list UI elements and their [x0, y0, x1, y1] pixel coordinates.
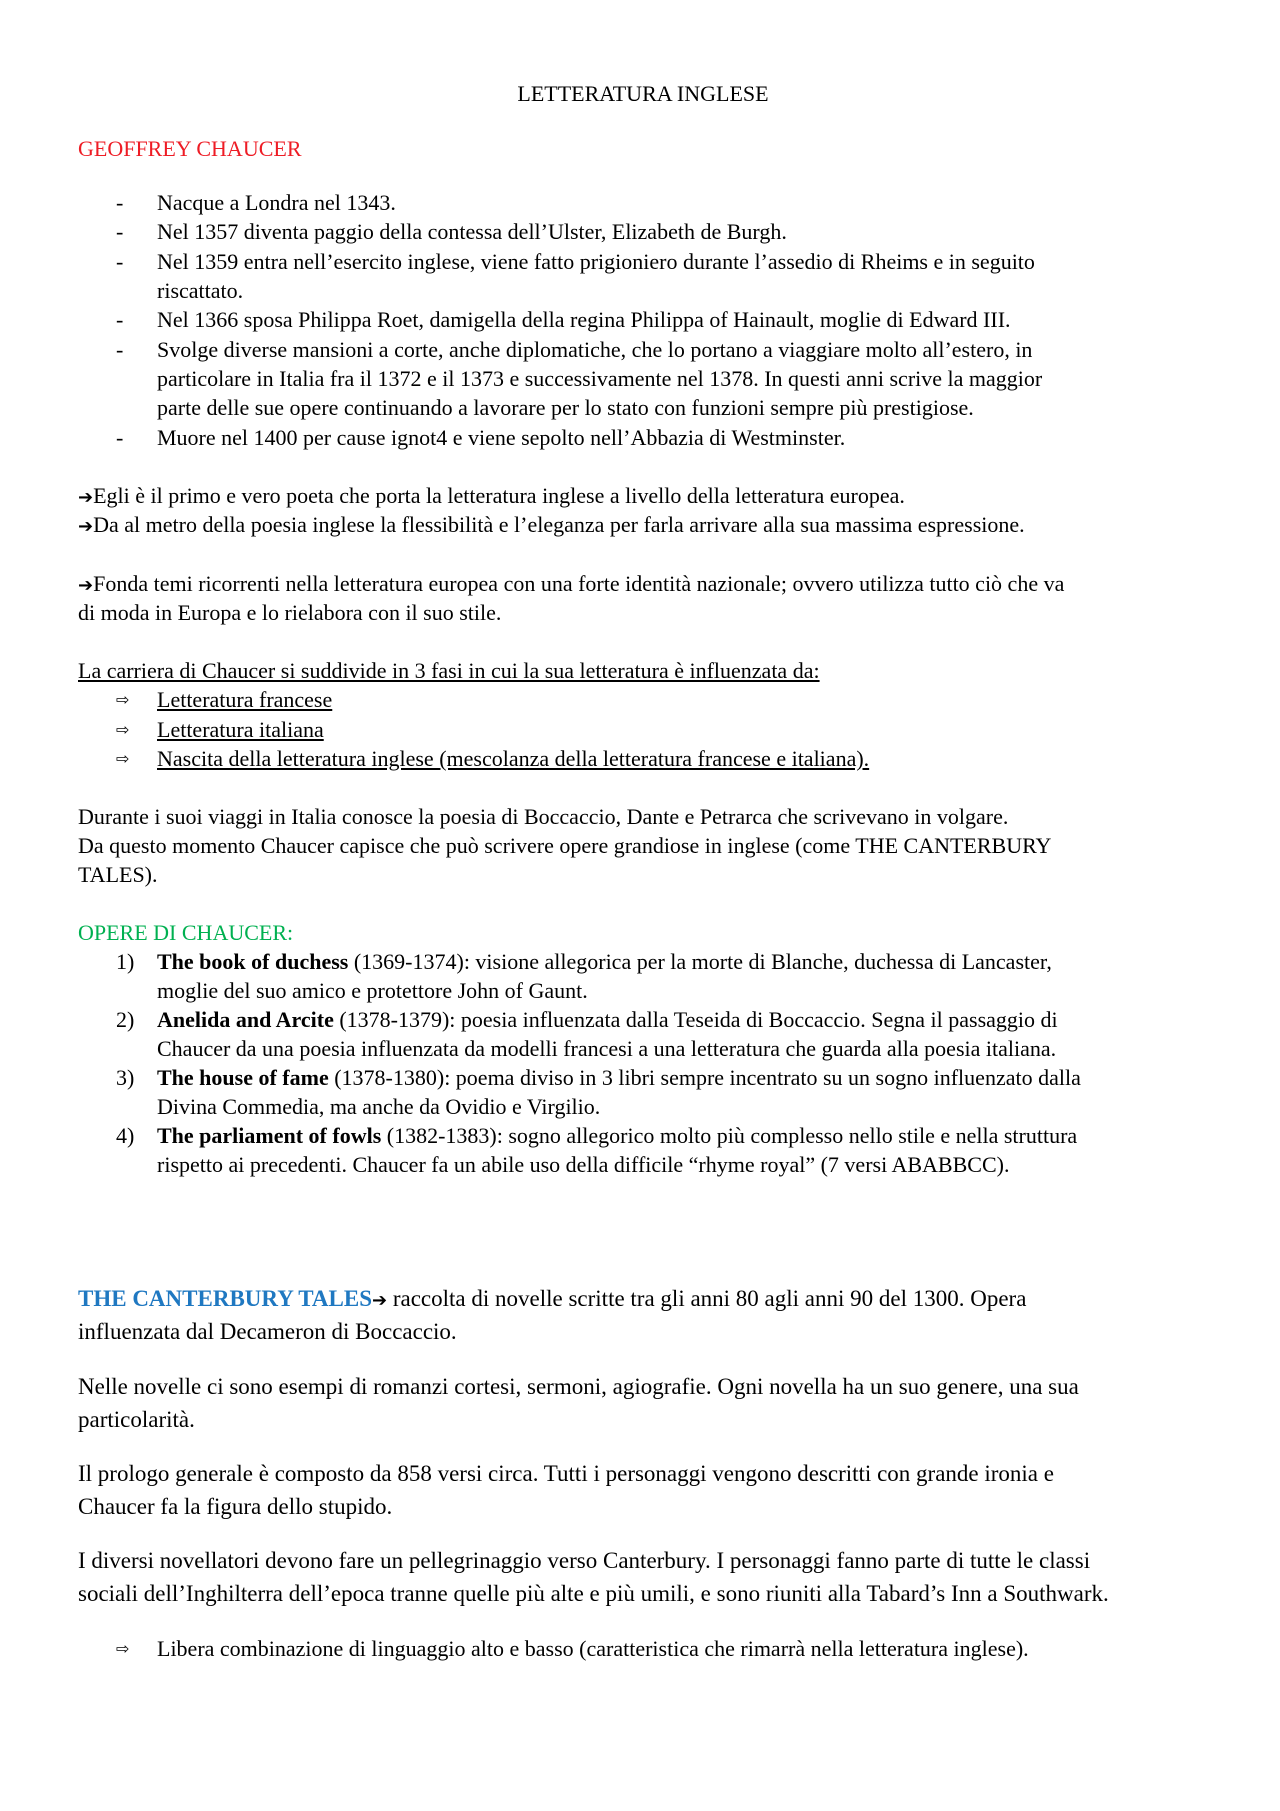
- dash-bullet: -: [116, 337, 124, 362]
- page-title: LETTERATURA INGLESE: [517, 81, 769, 106]
- bio-line: Nel 1359 entra nell’esercito inglese, viene fatto prigioniero durante l’assedio di Rheims e in seguito: [157, 249, 1035, 274]
- work-item-cont: Chaucer da una poesia influenzata da modelli francesi a una letteratura che guarda alla poesia italiana.: [157, 1036, 1057, 1061]
- work-number: 4): [116, 1123, 135, 1148]
- work-number: 1): [116, 949, 135, 974]
- bio-line: particolare in Italia fra il 1372 e il 1373 e successivamente nel 1378. In questi anni scrive la maggior: [157, 366, 1043, 391]
- paragraph-line: Durante i suoi viaggi in Italia conosce la poesia di Boccaccio, Dante e Petrarca che scrivevano in volgare.: [78, 804, 1009, 829]
- chaucer-heading: GEOFFREY CHAUCER: [78, 136, 302, 161]
- dash-bullet: -: [116, 307, 124, 332]
- career-phase: Letteratura francese: [157, 687, 333, 712]
- canterbury-heading: THE CANTERBURY TALES: [78, 1286, 373, 1311]
- career-intro: La carriera di Chaucer si suddivide in 3 fasi in cui la sua letteratura è influenzata da:: [78, 658, 820, 683]
- career-phase: Nascita della letteratura inglese (mescolanza della letteratura francese e italiana).: [157, 746, 870, 771]
- dash-bullet: -: [116, 249, 124, 274]
- canterbury-line: THE CANTERBURY TALES➔ raccolta di novelle scritte tra gli anni 80 agli anni 90 del 1300. Opera: [78, 1286, 1027, 1311]
- note-line: ➔Da al metro della poesia inglese la flessibilità e l’eleganza per farla arrivare alla sua massima espressione.: [78, 512, 1025, 537]
- work-item: The parliament of fowls (1382-1383): sogno allegorico molto più complesso nello stile e nella struttura: [157, 1123, 1078, 1148]
- bio-line: riscattato.: [157, 278, 244, 303]
- paragraph-line: Il prologo generale è composto da 858 versi circa. Tutti i personaggi vengono descritti con grande ironia e: [78, 1461, 1054, 1486]
- hollow-arrow-icon: ⇨: [116, 749, 130, 768]
- paragraph-line: Nelle novelle ci sono esempi di romanzi cortesi, sermoni, agiografie. Ogni novella ha un suo genere, una sua: [78, 1374, 1079, 1399]
- hollow-arrow-icon: ⇨: [116, 690, 130, 709]
- bio-line: Svolge diverse mansioni a corte, anche diplomatiche, che lo portano a viaggiare molto all’estero, in: [157, 337, 1033, 362]
- paragraph-line: I diversi novellatori devono fare un pellegrinaggio verso Canterbury. I personaggi fanno parte di tutte le classi: [78, 1548, 1091, 1573]
- work-item-cont: rispetto ai precedenti. Chaucer fa un abile uso della difficile “rhyme royal” (7 versi ABABBCC).: [157, 1152, 1010, 1177]
- dash-bullet: -: [116, 425, 124, 450]
- hollow-arrow-icon: ⇨: [116, 1639, 130, 1658]
- paragraph-line: TALES).: [78, 862, 158, 887]
- work-number: 2): [116, 1007, 135, 1032]
- bio-line: Nacque a Londra nel 1343.: [157, 190, 396, 215]
- arrow-right-icon: ➔: [78, 487, 94, 508]
- bio-line: parte delle sue opere continuando a lavorare per lo stato con funzioni sempre più prestigiose.: [157, 395, 974, 420]
- note-line: ➔Egli è il primo e vero poeta che porta la letteratura inglese a livello della letteratura europea.: [78, 483, 905, 508]
- hollow-arrow-icon: ⇨: [116, 720, 130, 739]
- dash-bullet: -: [116, 190, 124, 215]
- works-heading: OPERE DI CHAUCER:: [78, 920, 294, 945]
- bio-line: Muore nel 1400 per cause ignot4 e viene sepolto nell’Abbazia di Westminster.: [157, 425, 846, 450]
- dash-bullet: -: [116, 219, 124, 244]
- note-line: ➔Fonda temi ricorrenti nella letteratura europea con una forte identità nazionale; ovvero utilizza tutto ciò che va: [78, 571, 1065, 596]
- final-bullet: Libera combinazione di linguaggio alto e basso (caratteristica che rimarrà nella letteratura inglese).: [157, 1636, 1029, 1661]
- paragraph-line: Chaucer fa la figura dello stupido.: [78, 1494, 393, 1519]
- paragraph-line: Da questo momento Chaucer capisce che può scrivere opere grandiose in inglese (come THE CANTERBURY: [78, 833, 1052, 858]
- paragraph-line: influenzata dal Decameron di Boccaccio.: [78, 1319, 457, 1344]
- work-item: The house of fame (1378-1380): poema diviso in 3 libri sempre incentrato su un sogno influenzato dalla: [157, 1065, 1081, 1090]
- arrow-right-icon: ➔: [78, 516, 94, 537]
- arrow-right-icon: ➔: [78, 575, 94, 596]
- work-item-cont: Divina Commedia, ma anche da Ovidio e Virgilio.: [157, 1094, 601, 1119]
- work-item-cont: moglie del suo amico e protettore John of Gaunt.: [157, 978, 588, 1003]
- work-item: The book of duchess (1369-1374): visione allegorica per la morte di Blanche, duchessa di Lancaster,: [157, 949, 1052, 974]
- bio-line: Nel 1357 diventa paggio della contessa dell’Ulster, Elizabeth de Burgh.: [157, 219, 787, 244]
- career-phase: Letteratura italiana: [157, 717, 324, 742]
- bio-line: Nel 1366 sposa Philippa Roet, damigella della regina Philippa of Hainault, moglie di Edward III.: [157, 307, 1011, 332]
- work-number: 3): [116, 1065, 135, 1090]
- work-item: Anelida and Arcite (1378-1379): poesia influenzata dalla Teseida di Boccaccio. Segna il passaggio di: [157, 1007, 1058, 1032]
- paragraph-line: sociali dell’Inghilterra dell’epoca tranne quelle più alte e più umili, e sono riuniti alla Tabard’s Inn a Southwark.: [78, 1581, 1109, 1606]
- paragraph-line: particolarità.: [78, 1407, 195, 1432]
- note-line: di moda in Europa e lo rielabora con il suo stile.: [78, 600, 502, 625]
- arrow-right-icon: ➔: [372, 1290, 388, 1311]
